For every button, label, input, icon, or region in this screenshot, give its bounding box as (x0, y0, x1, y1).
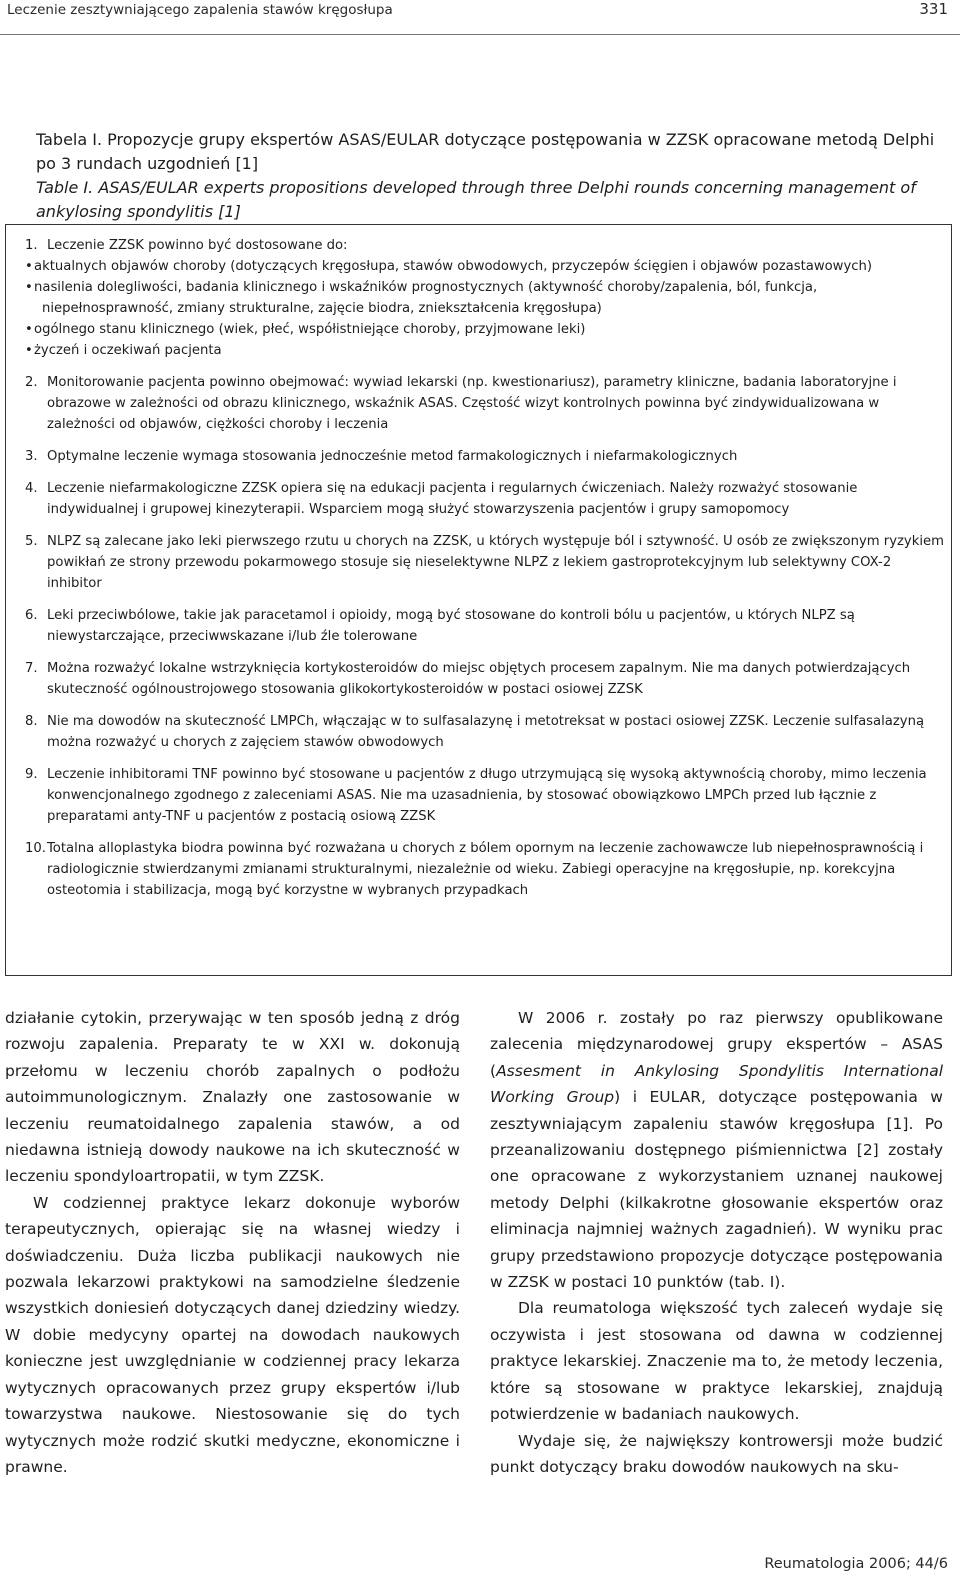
propositions-table (5, 224, 952, 976)
bullet-item (25, 319, 945, 340)
proposition-4 (25, 478, 945, 520)
proposition-1 (25, 235, 945, 361)
proposition-10 (25, 838, 945, 901)
proposition-number: 6. (25, 608, 38, 623)
page-number: 331 (919, 0, 948, 18)
bullet-text: aktualnych objawów choroby (dotyczących kręgosłupa, stawów obwodowych, przyczepów ścięgien i objawów pozastawowych) (34, 259, 873, 274)
bullet-text: nasilenia dolegliwości, badania klinicznego i wskaźników prognostycznych (aktywność choroby/zapalenia, ból, funkcja, (34, 280, 818, 295)
proposition-number: 8. (25, 714, 38, 729)
proposition-number: 7. (25, 661, 38, 676)
caption-english: Table I. ASAS/EULAR experts propositions developed through three Delphi rounds concerning management of ankylosing spondylitis [1] (36, 178, 916, 221)
proposition-number: 5. (25, 534, 38, 549)
proposition-text: NLPZ są zalecane jako leki pierwszego rzutu u chorych na ZZSK, u których występuje ból i sztywność. U osób ze zwiększonym ryzykiem powikłań ze strony przewodu pokarmowego stosuje się nieselektywne NLPZ z lekiem gastroprotekcyjnym lub selektywny COX-2 inhibitor (47, 534, 944, 591)
running-title: Leczenie zesztywniającego zapalenia stawów kręgosłupa (7, 2, 393, 18)
body-paragraph: działanie cytokin, przerywając w ten sposób jedną z dróg rozwoju zapalenia. Preparaty te w XXI w. dokonują przełomu w leczeniu chorób zapalnych o podłożu autoimmunologicznym. Znalazły one zastosowanie w leczeniu reumatoidalnego zapalenia stawów, a od niedawna istnieją dowody naukowe na ich skuteczność w leczeniu spondyloartropatii, w tym ZZSK. (5, 1009, 460, 1186)
body-paragraph: Dla reumatologa większość tych zaleceń wydaje się oczywista i jest stosowana od dawna w codziennej praktyce lekarskiej. Znaczenie ma to, że metody leczenia, które są stosowane w praktyce lekarskiej, znajdują potwierdzenie w badaniach naukowych. (490, 1299, 943, 1424)
italic-term: Assesment in Ankylosing Spondylitis International Working Group (490, 1061, 943, 1107)
proposition-text: Leczenie inhibitorami TNF powinno być stosowane u pacjentów z długo utrzymującą się wysoką aktywnością choroby, mimo leczenia konwencjonalnego zgodnego z zaleceniami ASAS. Nie ma uzasadnienia, by stosować obowiązkowo LMPCh przed lub łącznie z preparatami anty-TNF u pacjentów z postacią osiową ZZSK (47, 767, 927, 824)
caption-polish: Tabela I. Propozycje grupy ekspertów ASAS/EULAR dotyczące postępowania w ZZSK opracowane metodą Delphi po 3 rundach uzgodnień [1] (36, 130, 935, 173)
bullet-text: życzeń i oczekiwań pacjenta (34, 343, 222, 358)
proposition-5 (25, 531, 945, 594)
running-header (0, 0, 960, 38)
proposition-9 (25, 764, 945, 827)
proposition-number: 3. (25, 449, 38, 464)
proposition-number: 1. (25, 238, 38, 253)
proposition-number: 9. (25, 767, 38, 782)
bullet-item (25, 277, 945, 319)
body-column-left (5, 1005, 460, 1480)
proposition-3 (25, 446, 945, 467)
table-caption (36, 128, 952, 224)
proposition-text: Monitorowanie pacjenta powinno obejmować: wywiad lekarski (np. kwestionariusz), parametry kliniczne, badania laboratoryjne i obrazowe w zależności od obrazu klinicznego, wskaźnik ASAS. Częstość wizyt kontrolnych powinna być zindywidualizowana w zależności od objawów, ciężkości choroby i leczenia (47, 375, 897, 432)
proposition-2 (25, 372, 945, 435)
proposition-text: Można rozważyć lokalne wstrzyknięcia kortykosteroidów do miejsc objętych procesem zapalnym. Nie ma danych potwierdzających skuteczność ogólnoustrojowego stosowania glikokortykosteroidów w postaci osiowej ZZSK (47, 661, 911, 697)
proposition-6 (25, 605, 945, 647)
proposition-text: Leczenie niefarmakologiczne ZZSK opiera się na edukacji pacjenta i regularnych ćwiczeniach. Należy rozważyć stosowanie indywidualnej i grupowej kinezyterapii. Wsparciem mogą służyć stowarzyszenia pacjentów i grupy samopomocy (47, 481, 858, 517)
bullet-item (25, 340, 945, 361)
proposition-7 (25, 658, 945, 700)
body-paragraph (490, 1005, 943, 1295)
proposition-text: Leki przeciwbólowe, takie jak paracetamol i opioidy, mogą być stosowane do kontroli bólu u pacjentów, u których NLPZ są niewystarczające, przeciwwskazane i/lub źle tolerowane (47, 608, 855, 644)
bullet-text: ogólnego stanu klinicznego (wiek, płeć, współistniejące choroby, przyjmowane leki) (34, 322, 586, 337)
journal-footer: Reumatologia 2006; 44/6 (764, 1556, 948, 1572)
propositions-list (25, 235, 945, 901)
body-column-right (490, 1005, 943, 1480)
bullet-text-continued: niepełnosprawność, zmiany strukturalne, zajęcie biodra, zniekształcenia kręgosłupa) (42, 301, 602, 316)
proposition-text: Optymalne leczenie wymaga stosowania jednocześnie metod farmakologicznych i niefarmakologicznych (47, 449, 738, 464)
proposition-text: Nie ma dowodów na skuteczność LMPCh, włączając w to sulfasalazynę i metotreksat w postaci osiowej ZZSK. Leczenie sulfasalazyną można rozważyć u chorych z zajęciem stawów obwodowych (47, 714, 925, 750)
text-run: ) i EULAR, dotyczące postępowania w zesztywniającym zapaleniu stawów kręgosłupa [1]. Po przeanalizowaniu dostępnego piśmiennictwa [2] zostały one opracowane z wykorzystaniem uznanej naukowej metody Delphi (kilkakrotne głosowanie ekspertów oraz eliminacja najmniej ważnych zagadnień). W wyniku prac grupy przedstawiono propozycje dotyczące postępowania w ZZSK w postaci 10 punktów (tab. I). (490, 1088, 943, 1292)
text-run: W 2006 r. zostały po raz pierwszy opublikowane zalecenia międzynarodowej grupy ekspertów – ASAS ( (490, 1009, 943, 1080)
proposition-number: 10. (25, 841, 46, 856)
body-paragraph: Wydaje się, że największy kontrowersji może budzić punkt dotyczący braku dowodów naukowych na sku- (490, 1431, 943, 1476)
proposition-number: 2. (25, 375, 38, 390)
proposition-intro: Leczenie ZZSK powinno być dostosowane do: (47, 238, 348, 253)
proposition-number: 4. (25, 481, 38, 496)
proposition-8 (25, 711, 945, 753)
proposition-text: Totalna alloplastyka biodra powinna być rozważana u chorych z bólem opornym na leczenie zachowawcze lub niepełnosprawnością i radiologicznie stwierdzanymi zmianami strukturalnymi, niezależnie od wieku. Zabiegi operacyjne na kręgosłupie, np. korekcyjna osteotomia i stabilizacja, mogą być korzystne w wybranych przypadkach (47, 841, 924, 898)
header-rule (0, 34, 960, 35)
body-paragraph: W codziennej praktyce lekarz dokonuje wyborów terapeutycznych, opierając się na własnej wiedzy i doświadczeniu. Duża liczba publikacji naukowych nie pozwala lekarzowi praktykowi na samodzielne śledzenie wszystkich doniesień dotyczących danej dziedziny wiedzy. W dobie medycyny opartej na dowodach naukowych konieczne jest uwzględnianie w codziennej pracy lekarza wytycznych opracowanych przez grupy ekspertów i/lub towarzystwa naukowe. Niestosowanie się do tych wytycznych może rodzić skutki medyczne, ekonomiczne i prawne. (5, 1193, 460, 1476)
bullet-item (25, 256, 945, 277)
